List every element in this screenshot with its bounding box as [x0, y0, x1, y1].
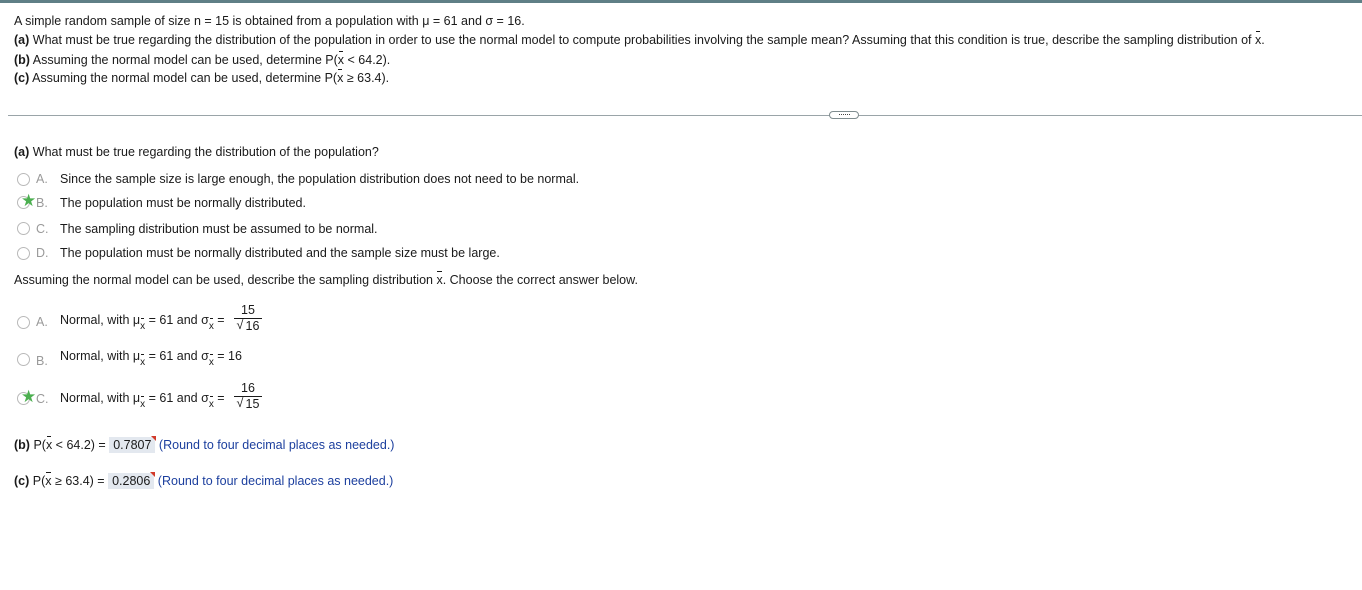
- question-part-c: (c) Assuming the normal model can be used, determine P(x ≥ 63.4).: [14, 71, 390, 85]
- radio-sampling-option-c[interactable]: [17, 387, 37, 408]
- radio-a-option-c[interactable]: [17, 222, 30, 235]
- sampling-option-c-text: Normal, with μx = 61 and σx =: [60, 390, 225, 408]
- x-bar-symbol: x: [337, 53, 345, 67]
- part-a-text: What must be true regarding the distribution of the population in order to use the normal model to compute probabilities involving the sample mean? Assuming that this condition is true, describe the sampling distribution of: [32, 33, 1255, 47]
- option-letter: B.: [36, 196, 48, 210]
- question-intro: A simple random sample of size n = 15 is obtained from a population with μ = 61 and σ = 16.: [14, 14, 525, 28]
- part-b-label: (b): [14, 53, 30, 67]
- option-b-text: The population must be normally distributed.: [60, 196, 306, 210]
- option-letter: A.: [36, 315, 48, 329]
- option-letter: C.: [36, 222, 49, 236]
- option-letter: C.: [36, 392, 49, 406]
- fraction-16-over-sqrt15: 16 √ 15: [234, 381, 262, 411]
- x-bar-symbol: x: [1254, 33, 1262, 47]
- radio-sampling-option-a[interactable]: [17, 316, 30, 329]
- sampling-prompt: Assuming the normal model can be used, describe the sampling distribution x. Choose the correct answer below.: [14, 273, 638, 287]
- sqrt-symbol: √ 16: [237, 319, 260, 333]
- sqrt-symbol: √ 15: [237, 397, 260, 411]
- sampling-option-a-text: Normal, with μx = 61 and σx =: [60, 312, 225, 330]
- option-d-text: The population must be normally distributed and the sample size must be large.: [60, 246, 500, 260]
- answer-b-input[interactable]: 0.7807: [109, 437, 155, 453]
- option-c-text: The sampling distribution must be assumed to be normal.: [60, 222, 378, 236]
- option-letter: B.: [36, 354, 48, 368]
- question-part-b: (b) Assuming the normal model can be used, determine P(x < 64.2).: [14, 53, 391, 67]
- correct-star-icon: ★: [21, 191, 37, 210]
- answer-c-hint: (Round to four decimal places as needed.): [157, 474, 394, 488]
- top-border: [0, 0, 1362, 3]
- answer-a-prompt: (a) What must be true regarding the distribution of the population?: [14, 145, 379, 159]
- ellipsis-icon: [839, 114, 850, 117]
- section-divider: [8, 115, 1362, 116]
- radio-a-option-a[interactable]: [17, 173, 30, 186]
- x-bar-symbol: x: [45, 438, 53, 452]
- radio-a-option-b[interactable]: [17, 191, 37, 212]
- answer-c-row: (c) P(x ≥ 63.4) = 0.2806 (Round to four decimal places as needed.): [14, 474, 394, 488]
- answer-b-hint: (Round to four decimal places as needed.): [158, 438, 395, 452]
- part-a-label: (a): [14, 33, 30, 47]
- x-bar-symbol: x: [45, 474, 52, 488]
- radio-sampling-option-b[interactable]: [17, 353, 30, 366]
- option-letter: D.: [36, 246, 49, 260]
- option-a-text: Since the sample size is large enough, the population distribution does not need to be normal.: [60, 172, 580, 186]
- sampling-option-b-text: Normal, with μx = 61 and σx = 16: [60, 348, 242, 366]
- fraction-15-over-sqrt16: 15 √ 16: [234, 303, 262, 333]
- x-bar-symbol: x: [337, 71, 344, 85]
- answer-b-row: (b) P(x < 64.2) = 0.7807 (Round to four decimal places as needed.): [14, 438, 395, 452]
- option-letter: A.: [36, 172, 48, 186]
- question-part-a: (a) What must be true regarding the distribution of the population in order to use the normal model to compute probabilities involving the sample mean? Assuming that this condition is true, describe the sampling distribution of x.: [14, 33, 1265, 47]
- answer-c-input[interactable]: 0.2806: [108, 473, 154, 489]
- x-bar-symbol: x: [436, 273, 443, 287]
- radio-a-option-d[interactable]: [17, 247, 30, 260]
- expand-more-button[interactable]: [829, 111, 859, 119]
- part-c-label: (c): [14, 71, 30, 85]
- correct-star-icon: ★: [21, 387, 37, 406]
